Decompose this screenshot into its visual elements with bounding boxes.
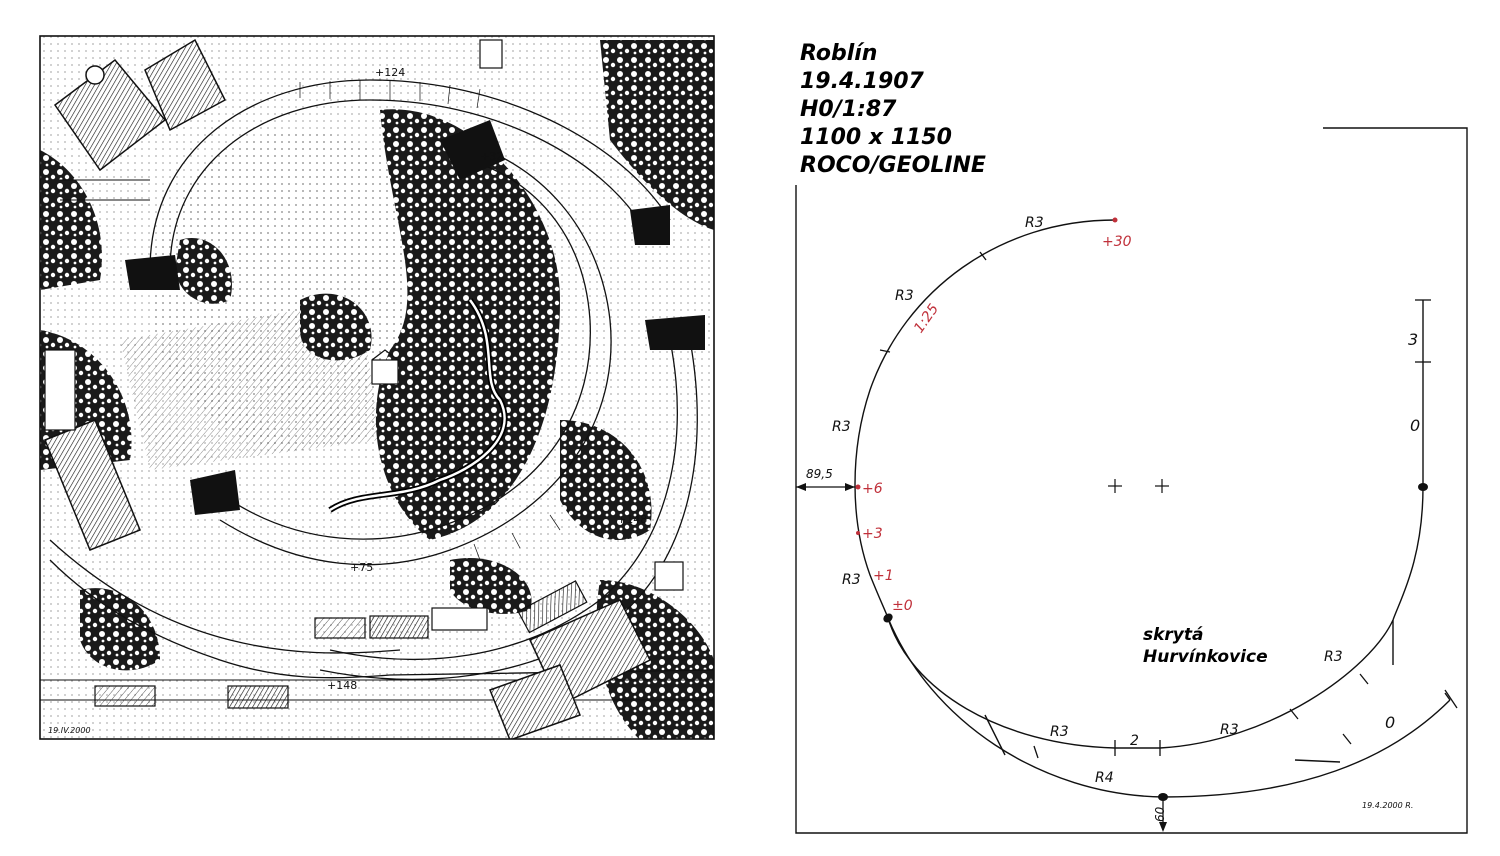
- hidden-station-label: [1143, 624, 1268, 668]
- title-date: 19.4.1907: [800, 69, 924, 94]
- label-height-zero: ±0: [892, 598, 913, 614]
- label-grade: 1:25: [911, 301, 943, 337]
- label-r3-lower-left: R3: [842, 572, 861, 588]
- drawing-height-124: +124: [375, 66, 406, 79]
- label-r4: R4: [1095, 770, 1114, 786]
- label-r3-left: R3: [832, 419, 851, 435]
- label-height-top: +30: [1102, 234, 1132, 250]
- label-r3-right: R3: [1324, 649, 1343, 665]
- plan-signature: 19.4.2000 R.: [1362, 801, 1414, 810]
- label-r3-bottom-right: R3: [1220, 722, 1239, 738]
- title-block: [800, 40, 1060, 180]
- label-straight-3: 3: [1408, 330, 1419, 349]
- label-straight-2: 2: [1130, 733, 1139, 749]
- label-height-plus6: +6: [862, 481, 883, 497]
- label-margin-left: 89,5: [806, 467, 833, 481]
- label-height-plus1: +1: [873, 568, 894, 584]
- label-r3-bottom-left: R3: [1050, 724, 1069, 740]
- label-height-plus3: +3: [862, 526, 883, 542]
- label-r3-upper-left: R3: [895, 288, 914, 304]
- drawing-height-148-right: +148: [617, 513, 648, 526]
- hidden-station-line2: Hurvínkovice: [1143, 647, 1268, 667]
- label-r3-top: R3: [1025, 215, 1044, 231]
- hidden-station-line1: skrytá: [1143, 625, 1204, 645]
- drawing-height-148-bottom: +148: [327, 679, 358, 692]
- drawing-height-75: +75: [350, 561, 374, 574]
- drawing-signature: 19.IV.2000: [48, 726, 91, 735]
- title-track-system: ROCO/GEOLINE: [800, 153, 986, 178]
- title-scale: H0/1:87: [800, 97, 897, 122]
- label-straight-0-upper: 0: [1410, 416, 1421, 435]
- title-dimensions: 1100 x 1150: [800, 125, 952, 150]
- label-margin-bottom: 60: [1153, 806, 1167, 822]
- title-station: Roblín: [800, 41, 878, 66]
- drawing-height-32: +32: [480, 150, 504, 163]
- label-straight-0-lower: 0: [1385, 713, 1396, 732]
